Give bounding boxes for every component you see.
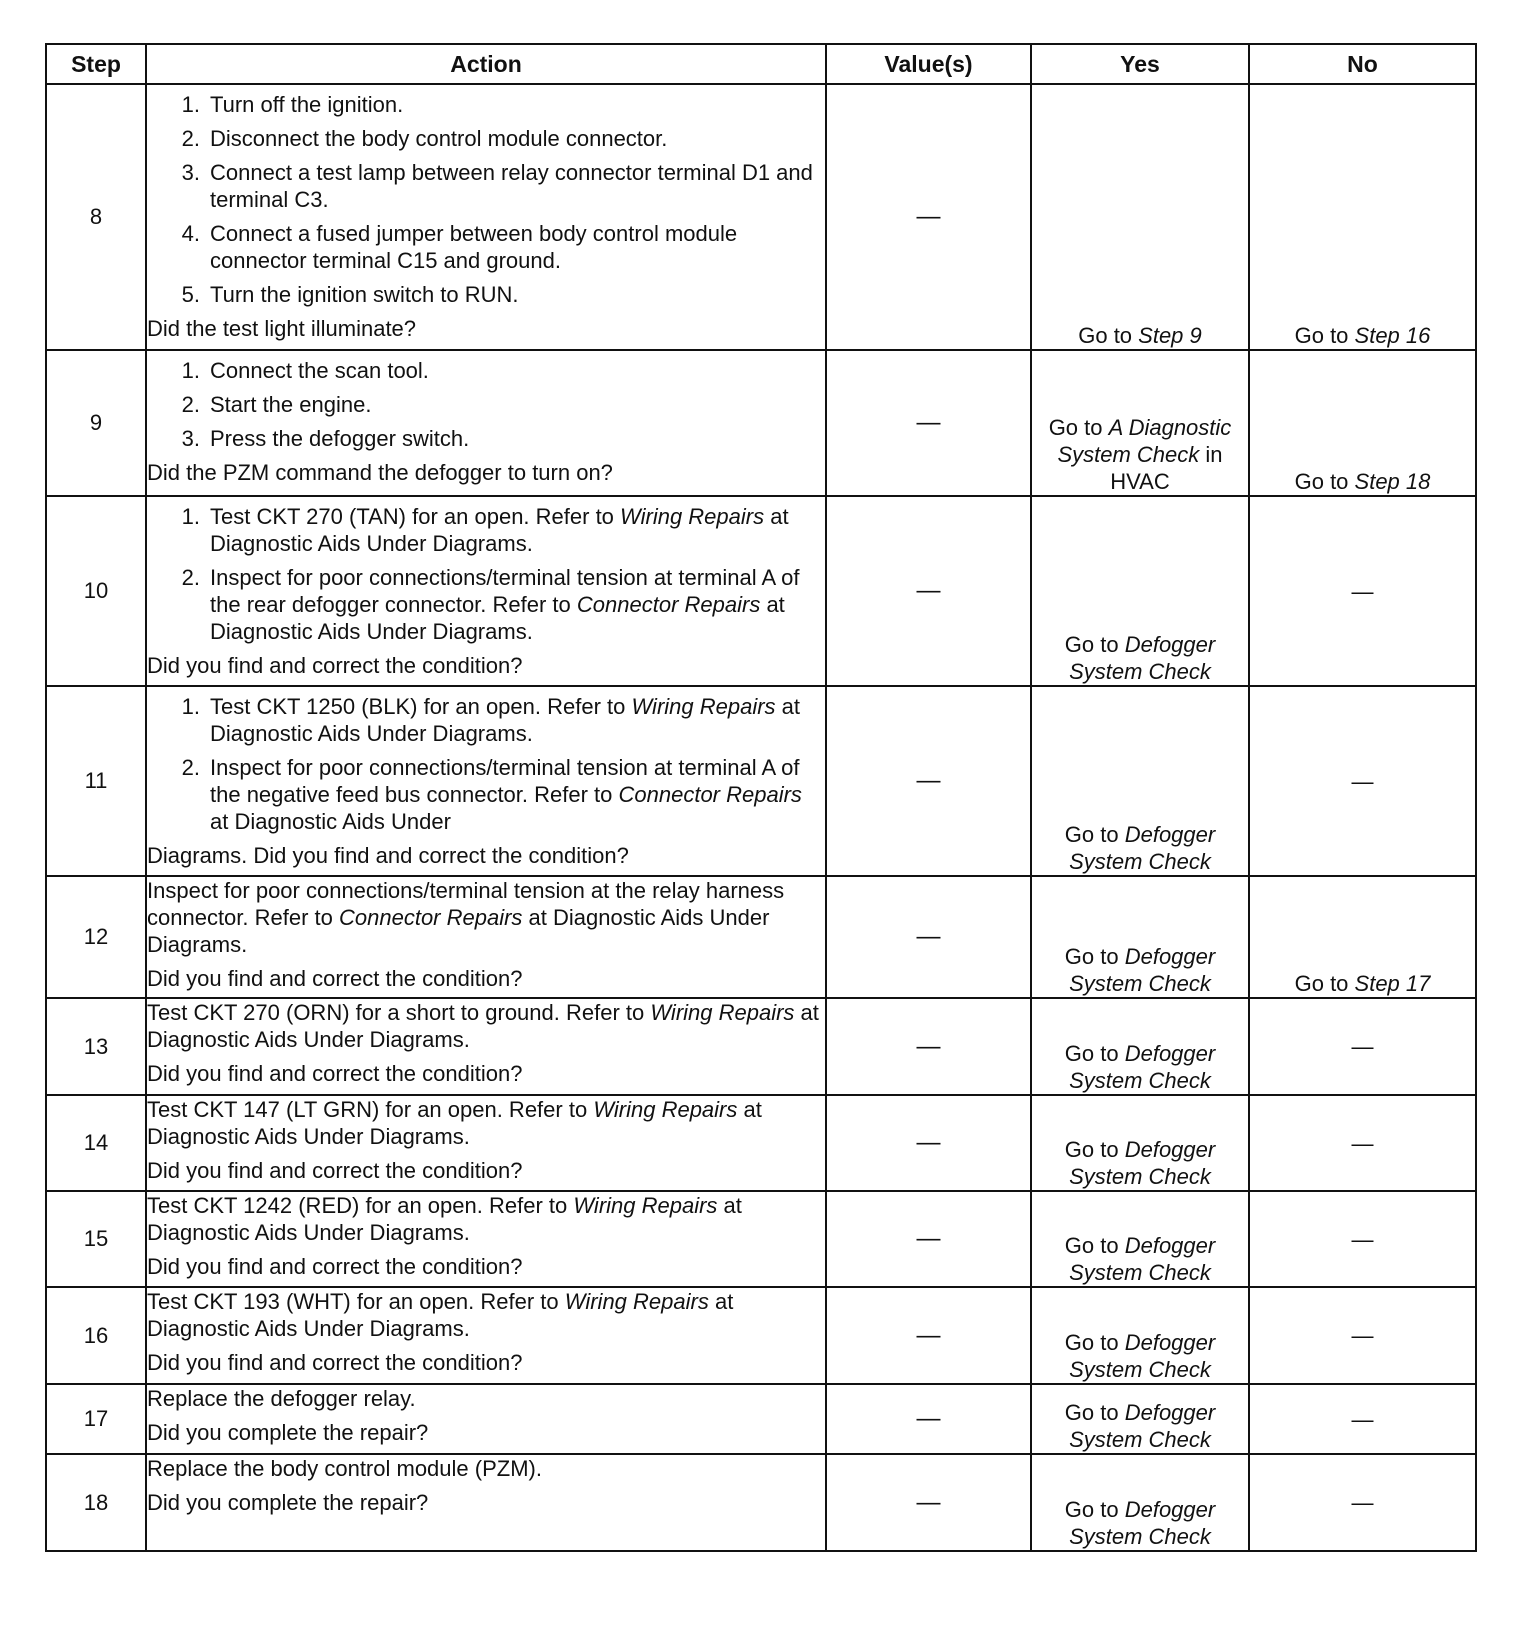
text-fragment: Turn the ignition switch to RUN. — [210, 282, 519, 307]
action-cell — [146, 1384, 826, 1454]
value-cell: — — [826, 1384, 1031, 1454]
action-cell — [146, 1191, 826, 1287]
table-row — [46, 1454, 1476, 1551]
text-fragment: Go to — [1078, 323, 1139, 348]
text-fragment: Test CKT 1242 (RED) for an open. Refer to — [147, 1193, 574, 1218]
step-number: 8 — [46, 84, 146, 350]
action-cell — [146, 84, 826, 350]
yes-cell — [1031, 686, 1249, 876]
reference-link-text: Step 16 — [1354, 323, 1431, 348]
yes-cell — [1031, 876, 1249, 998]
text-fragment: Press the defogger switch. — [210, 426, 470, 451]
reference-link-text: Step 9 — [1138, 323, 1202, 348]
action-instruction — [147, 1096, 825, 1150]
action-item — [147, 391, 825, 418]
action-question: Did you complete the repair? — [147, 1490, 429, 1515]
table-row — [46, 1095, 1476, 1191]
reference-link-text: Defogger System Check — [1069, 632, 1216, 684]
action-question: Did you find and correct the condition? — [147, 1158, 523, 1183]
action-question: Did you find and correct the condition? — [147, 1061, 523, 1086]
action-item-text — [210, 91, 825, 118]
reference-link-text: Defogger System Check — [1069, 1497, 1216, 1549]
action-item-text — [210, 754, 825, 835]
header-step: Step — [46, 44, 146, 84]
value-cell: — — [826, 1287, 1031, 1384]
text-fragment: Test CKT 270 (TAN) for an open. Refer to — [210, 504, 621, 529]
action-item-number: 3. — [181, 160, 200, 185]
action-item-number: 2. — [181, 755, 200, 780]
action-cell — [146, 350, 826, 496]
reference-link-text: Wiring Repairs — [620, 504, 765, 529]
yes-cell — [1031, 350, 1249, 496]
step-number: 10 — [46, 496, 146, 686]
text-fragment: Go to — [1294, 323, 1355, 348]
action-item-text — [210, 693, 825, 747]
yes-cell — [1031, 1454, 1249, 1551]
action-cell — [146, 1095, 826, 1191]
header-action: Action — [146, 44, 826, 84]
action-item-text — [210, 425, 825, 452]
text-fragment: Test CKT 270 (ORN) for a short to ground. Refer to — [147, 1000, 651, 1025]
text-fragment: — — [1351, 1490, 1374, 1515]
reference-link-text: Defogger System Check — [1069, 1400, 1216, 1452]
action-item — [147, 693, 825, 747]
action-item-text — [210, 159, 825, 213]
action-question: Did the PZM command the defogger to turn on? — [147, 460, 613, 485]
action-item-number: 1. — [181, 504, 200, 529]
text-fragment: — — [1351, 1034, 1374, 1059]
value-cell: — — [826, 496, 1031, 686]
step-number: 11 — [46, 686, 146, 876]
text-fragment: at Diagnostic Aids Under Diagrams. — [210, 592, 785, 644]
reference-link-text: Connector Repairs — [618, 782, 802, 807]
yes-cell — [1031, 1287, 1249, 1384]
action-question: Did you complete the repair? — [147, 1420, 429, 1445]
action-list — [147, 91, 825, 308]
action-item-number: 1. — [181, 92, 200, 117]
no-cell — [1249, 686, 1476, 876]
step-number: 9 — [46, 350, 146, 496]
text-fragment: at Diagnostic Aids Under Diagrams. — [147, 1193, 742, 1245]
reference-link-text: Defogger System Check — [1069, 944, 1216, 996]
reference-link-text: Defogger System Check — [1069, 1330, 1216, 1382]
action-item — [147, 357, 825, 384]
step-number: 13 — [46, 998, 146, 1095]
value-cell: — — [826, 686, 1031, 876]
action-cell — [146, 1454, 826, 1551]
text-fragment: in HVAC — [1110, 442, 1223, 494]
action-question: Did you find and correct the condition? — [147, 966, 523, 991]
text-fragment: Replace the body control module (PZM). — [147, 1456, 542, 1481]
value-cell: — — [826, 876, 1031, 998]
no-cell — [1249, 1384, 1476, 1454]
yes-cell — [1031, 1384, 1249, 1454]
text-fragment: at Diagnostic Aids Under — [210, 809, 451, 834]
text-fragment: — — [1351, 1406, 1374, 1432]
action-cell — [146, 686, 826, 876]
table-row — [46, 1287, 1476, 1384]
reference-link-text: A Diagnostic System Check — [1057, 415, 1232, 467]
action-instruction — [147, 877, 825, 958]
action-cell — [146, 1287, 826, 1384]
no-cell — [1249, 1454, 1476, 1551]
text-fragment: at Diagnostic Aids Under Diagrams. — [147, 905, 770, 957]
header-no: No — [1249, 44, 1476, 84]
text-fragment: Test CKT 193 (WHT) for an open. Refer to — [147, 1289, 565, 1314]
header-yes: Yes — [1031, 44, 1249, 84]
action-item — [147, 220, 825, 274]
action-item-text — [210, 125, 825, 152]
table-row — [46, 686, 1476, 876]
text-fragment: Start the engine. — [210, 392, 372, 417]
text-fragment: Replace the defogger relay. — [147, 1386, 416, 1411]
text-fragment: Go to — [1064, 632, 1125, 657]
reference-link-text: Defogger System Check — [1069, 1041, 1216, 1093]
action-item-number: 1. — [181, 358, 200, 383]
text-fragment: — — [1351, 768, 1374, 794]
action-item-number: 2. — [181, 565, 200, 590]
table-body — [46, 84, 1476, 1551]
action-item — [147, 91, 825, 118]
action-item — [147, 503, 825, 557]
action-cell — [146, 876, 826, 998]
action-item-number: 3. — [181, 426, 200, 451]
table-row — [46, 350, 1476, 496]
text-fragment: Go to — [1064, 1497, 1125, 1522]
action-list — [147, 503, 825, 645]
action-cell — [146, 496, 826, 686]
value-cell: — — [826, 1095, 1031, 1191]
reference-link-text: Wiring Repairs — [593, 1097, 738, 1122]
value-cell: — — [826, 1454, 1031, 1551]
text-fragment: Inspect for poor connections/terminal tension at the relay harness connector. Refer to — [147, 878, 785, 930]
diagnostic-table — [45, 43, 1477, 1552]
action-instruction — [147, 1385, 825, 1412]
text-fragment: at Diagnostic Aids Under Diagrams. — [147, 1097, 762, 1149]
text-fragment: Go to — [1064, 1330, 1125, 1355]
text-fragment: Go to — [1064, 1137, 1125, 1162]
action-instruction — [147, 1455, 825, 1482]
action-item-number: 5. — [181, 282, 200, 307]
action-item-number: 2. — [181, 126, 200, 151]
text-fragment: Connect the scan tool. — [210, 358, 429, 383]
action-item-text — [210, 357, 825, 384]
action-item-text — [210, 564, 825, 645]
step-number: 15 — [46, 1191, 146, 1287]
yes-cell — [1031, 1095, 1249, 1191]
yes-cell — [1031, 84, 1249, 350]
value-cell: — — [826, 84, 1031, 350]
action-instruction — [147, 999, 825, 1053]
action-item-number: 2. — [181, 392, 200, 417]
value-cell: — — [826, 1191, 1031, 1287]
reference-link-text: Step 18 — [1354, 469, 1431, 494]
action-item-number: 1. — [181, 694, 200, 719]
action-item-text — [210, 220, 825, 274]
reference-link-text: Wiring Repairs — [573, 1193, 718, 1218]
text-fragment: — — [1351, 1130, 1374, 1156]
no-cell — [1249, 84, 1476, 350]
action-item-text — [210, 503, 825, 557]
text-fragment: — — [1351, 1323, 1374, 1348]
action-question: Did you find and correct the condition? — [147, 1254, 523, 1279]
table-row — [46, 496, 1476, 686]
action-instruction — [147, 1288, 825, 1342]
table-row — [46, 876, 1476, 998]
text-fragment: at Diagnostic Aids Under Diagrams. — [210, 694, 801, 746]
text-fragment: — — [1351, 1226, 1374, 1252]
no-cell — [1249, 1095, 1476, 1191]
yes-cell — [1031, 496, 1249, 686]
reference-link-text: Wiring Repairs — [631, 694, 776, 719]
step-number: 12 — [46, 876, 146, 998]
action-question: Diagrams. Did you find and correct the condition? — [147, 843, 629, 868]
text-fragment: Go to — [1064, 944, 1125, 969]
value-cell: — — [826, 998, 1031, 1095]
text-fragment: Go to — [1064, 1041, 1125, 1066]
no-cell — [1249, 1287, 1476, 1384]
action-item-text — [210, 391, 825, 418]
action-item — [147, 125, 825, 152]
table-row — [46, 998, 1476, 1095]
action-item — [147, 159, 825, 213]
action-item — [147, 425, 825, 452]
text-fragment: Connect a fused jumper between body control module connector terminal C15 and ground. — [210, 221, 738, 273]
action-item — [147, 281, 825, 308]
reference-link-text: Step 17 — [1354, 971, 1431, 996]
text-fragment: Inspect for poor connections/terminal tension at terminal A of the negative feed bus connector. Refer to — [210, 755, 800, 807]
reference-link-text: Defogger System Check — [1069, 1137, 1216, 1189]
action-cell — [146, 998, 826, 1095]
step-number: 14 — [46, 1095, 146, 1191]
text-fragment: Go to — [1064, 822, 1125, 847]
action-list — [147, 357, 825, 452]
table-row — [46, 1384, 1476, 1454]
step-number: 16 — [46, 1287, 146, 1384]
text-fragment: at Diagnostic Aids Under Diagrams. — [210, 504, 789, 556]
text-fragment: Go to — [1294, 469, 1355, 494]
action-item — [147, 564, 825, 645]
yes-cell — [1031, 998, 1249, 1095]
no-cell — [1249, 998, 1476, 1095]
text-fragment: Inspect for poor connections/terminal tension at terminal A of the rear defogger connector. Refer to — [210, 565, 800, 617]
no-cell — [1249, 876, 1476, 998]
yes-cell — [1031, 1191, 1249, 1287]
action-item — [147, 754, 825, 835]
reference-link-text: Connector Repairs — [576, 592, 761, 617]
value-cell: — — [826, 350, 1031, 496]
action-item-text — [210, 281, 825, 308]
reference-link-text: Defogger System Check — [1069, 822, 1216, 874]
action-item-number: 4. — [181, 221, 200, 246]
table-row — [46, 84, 1476, 350]
header-row — [46, 44, 1476, 84]
header-value: Value(s) — [826, 44, 1031, 84]
step-number: 17 — [46, 1384, 146, 1454]
text-fragment: Test CKT 1250 (BLK) for an open. Refer to — [210, 694, 632, 719]
text-fragment: — — [1351, 578, 1374, 604]
text-fragment: Connect a test lamp between relay connector terminal D1 and terminal C3. — [210, 160, 813, 212]
action-question: Did the test light illuminate? — [147, 316, 417, 341]
action-question: Did you find and correct the condition? — [147, 1350, 523, 1375]
reference-link-text: Wiring Repairs — [564, 1289, 709, 1314]
text-fragment: Test CKT 147 (LT GRN) for an open. Refer to — [147, 1097, 594, 1122]
reference-link-text: Defogger System Check — [1069, 1233, 1216, 1285]
text-fragment: at Diagnostic Aids Under Diagrams. — [147, 1000, 819, 1052]
action-list — [147, 693, 825, 835]
no-cell — [1249, 350, 1476, 496]
table-row — [46, 1191, 1476, 1287]
text-fragment: Go to — [1064, 1233, 1125, 1258]
action-question: Did you find and correct the condition? — [147, 653, 523, 678]
no-cell — [1249, 1191, 1476, 1287]
reference-link-text: Wiring Repairs — [650, 1000, 795, 1025]
step-number: 18 — [46, 1454, 146, 1551]
no-cell — [1249, 496, 1476, 686]
text-fragment: Go to — [1048, 415, 1109, 440]
text-fragment: Go to — [1294, 971, 1355, 996]
reference-link-text: Connector Repairs — [339, 905, 523, 930]
text-fragment: Go to — [1064, 1400, 1125, 1425]
text-fragment: at Diagnostic Aids Under Diagrams. — [147, 1289, 734, 1341]
action-instruction — [147, 1192, 825, 1246]
text-fragment: Disconnect the body control module connector. — [210, 126, 668, 151]
text-fragment: Turn off the ignition. — [210, 92, 404, 117]
